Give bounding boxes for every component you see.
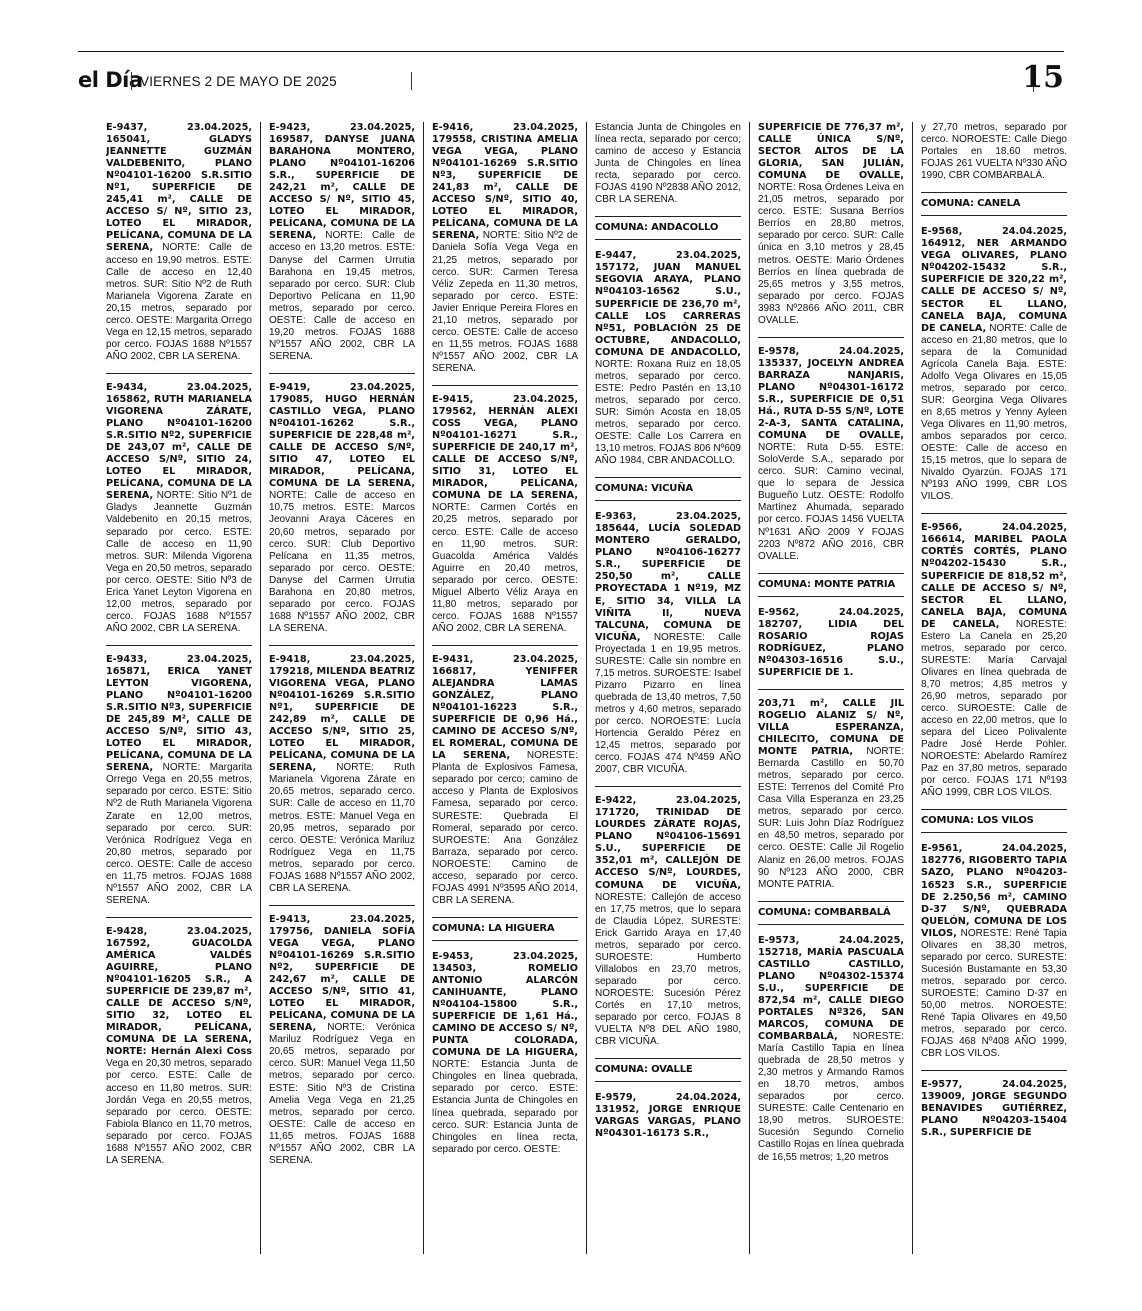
listing-heading: E-9453, 23.04.2025, 134503, ROMELIO ANTONIO ALARCÓN CANIHUANTE, PLANO Nº04104-15800 S.R., SUPERFICIE DE 1,61 Há., CAMINO DE ACCESO S/ Nº, PUNTA COLORADA, COMUNA DE LA HIGUERA, [432,950,578,1059]
column-divider [423,122,424,1254]
brand-logo: el Día [78,68,143,92]
listing-heading: E-9415, 23.04.2025, 179562, HERNÁN ALEXI COSS VEGA, PLANO Nº04101-16271 S.R., SUPERFICIE DE 240,17 m², CALLE DE ACCESO S/Nº, SITIO 31, LOTEO EL MIRADOR, PELÍCANA, COMUNA DE LA SERENA, [432,393,578,502]
listing-heading: E-9566, 24.04.2025, 166614, MARIBEL PAOLA CORTÉS CORTÉS, PLANO Nº04202-15430 S.R., SUPERFICIE DE 818,52 m², CALLE DE ACCESO S/ Nº, SECTOR EL LLANO, CANELA BAJA, COMUNA DE CANELA, [921,522,1067,630]
listing-heading: E-9579, 24.04.2024, 131952, JORGE ENRIQUE VARGAS VARGAS, PLANO Nº04301-16173 S.R., [595,1092,741,1140]
listing-heading: SUPERFICIE DE 776,37 m², CALLE ÚNICA S/Nº, SECTOR ALTOS DE LA GLORIA, SAN JULIÁN, COMUNA DE OVALLE, [758,122,904,182]
listing-entry [106,373,252,635]
column-5 [758,122,904,1262]
listing-text: NORTE: Sitio Nº1 de Gladys Jeannette Guzmán Valdebenito en 20,15 metros, separado por cerco. ESTE: Calle de acceso en 11,90 metros. SUR: Milenda Vigorena Vega en 20,50 metros, separado por cerco. OESTE: Sitio Nº3 de Erica Yanet Leyton Vigorena en 12,00 metros, separado por cerco. FOJAS 1688 Nº1557 AÑO 2002, CBR LA SERENA. [106,490,252,634]
listing-text: NORTE: Ruth Marianela Vigorena Zárate en 20,65 metros, separado cerco. SUR: Calle de acceso en 11,70 metros. ESTE: Manuel Vega en 20,95 metros, separado por cerco. OESTE: Verónica Mariluz Rodríguez Vega en 11,75 metros, separado por cerco. FOJAS 1688 Nº1557 AÑO 2002, CBR LA SERENA. [269,762,415,894]
listing-heading: E-9578, 24.04.2025, 135337, JOCELYN ANDREA BARRAZA NANJARIS, PLANO Nº04301-16172 S.R., SUPERFICIE DE 0,51 Há., RUTA D-55 S/Nº, LOTE 2-A-3, SANTA CATALINA, COMUNA DE OVALLE, [758,345,904,442]
comuna-heading: COMUNA: LOS VILOS [921,809,1067,833]
listing-entry [758,607,904,679]
listing-heading: E-9413, 23.04.2025, 179756, DANIELA SOFÍA VEGA VEGA, PLANO Nº04101-16269 S.R.SITIO Nº2, SUPERFICIE DE 242,67 m², CALLE DE ACCESO S/Nº, SITIO 41, LOTEO EL MIRADOR, PELÍCANA, COMUNA DE LA SERENA, [269,913,415,1034]
comuna-heading: COMUNA: CANELA [921,192,1067,216]
listing-heading: E-9562, 24.04.2025, 182707, LIDIA DEL ROSARIO ROJAS RODRÍGUEZ, PLANO Nº04303-16516 S.U., SUPERFICIE DE 1. [758,606,904,678]
listing-entry [921,513,1067,799]
listing-text: NORTE: Calle de acceso en 21,80 metros, que lo separa de la Comunidad Agrícola Canela Baja. ESTE: Adolfo Vega Olivares en 15,05 metros, separado por cerco. SUR: Georgina Vega Olivares en 8,65 metros y Yenny Ayleen Vega Olivares en 11,90 metros, ambos separados por cerco. OESTE: Calle de acceso en 15,15 metros, que lo separa de Nivaldo Oyarzún. FOJAS 171 Nº193 AÑO 1999, CBR LOS VILOS. [921,322,1067,503]
listing-text: NORTE: Rosa Órdenes Leiva en 21,05 metros, separado por cerco. ESTE: Susana Berríos Berríos en 28,80 metros, separado por cerco. SUR: Calle única en 3,10 metros y 28,45 metros. OESTE: Mario Órdenes Berríos en línea quebrada de 25,65 metros y 3,55 metros, separado por cerco. FOJAS 3983 Nº2866 AÑO 2011, CBR OVALLE. [758,182,904,326]
listing-entry [432,645,578,907]
listing-entry [758,935,904,1164]
listing-entry [595,122,741,206]
listing-text: NORTE: Calle de acceso en 13,20 metros. ESTE: Danyse del Carmen Urrutia Barahona en 19,45 metros, separado por cerco. SUR: Club Deportivo Pelícana en 11,90 metros, separado por cerco. OESTE: Calle de acceso en 19,20 metros. FOJAS 1688 Nº1557 AÑO 2002, CBR LA SERENA. [269,230,415,362]
listing-heading: E-9437, 23.04.2025, 165041, GLADYS JEANNETTE GUZMÁN VALDEBENITO, PLANO Nº04101-16200 S.R.SITIO Nº1, SUPERFICIE DE 245,41 m², CALLE DE ACCESO S/ Nº, SITIO 23, LOTEO EL MIRADOR, PELÍCANA, COMUNA DE LA SERENA, [106,122,252,254]
listing-entry [595,511,741,776]
listing-text: NORESTE: Estero La Canela en 25,20 metros, separado por cerco. SURESTE: María Carvajal Olivares en línea quebrada de 8,70 metros; 4,85 metros y 26,90 metros, separado por cerco. SUROESTE: Calle de acceso en 22,00 metros, que lo separa del Liceo Polivalente Padre José Herde Pohler. NOROESTE: Abelardo Ramírez Paz en 37,80 metros, separado por cerco. FOJAS 171 Nº193 AÑO 1999, CBR LOS VILOS. [921,618,1067,799]
listing-heading: E-9433, 23.04.2025, 165871, ERICA YANET LEYTON VIGORENA, PLANO Nº04101-16200 S.R.SITIO Nº3, SUPERFICIE DE 245,89 M², CALLE DE ACCESO S/Nº, SITIO 43, LOTEO EL MIRADOR, PELÍCANA, COMUNA DE LA SERENA, [106,653,252,774]
column-1 [106,122,252,1262]
column-4 [595,122,741,1262]
column-divider [586,122,587,1254]
listing-text: NORTE: Sitio Nº2 de Daniela Sofía Vega Vega en 21,25 metros, separado por cerco. SUR: Carmen Teresa Véliz Zepeda en 11,30 metros, separado por cerco. ESTE: Javier Enrique Pereira Flores en 21,10 metros, separado por cerco. OESTE: Calle de acceso en 11,55 metros. FOJAS 1688 Nº1557 AÑO 2002, CBR LA SERENA. [432,230,578,374]
listing-entry [106,917,252,1167]
masthead-divider [131,72,132,90]
listing-text: NORTE: Bernarda Castillo en 50,70 metros, separado por cerco. ESTE: Terrenos del Comité Pro Casa Villa Esperanza en 23,25 metros, separado por cerco. SUR: Luis John Díaz Rodríguez en 48,50 metros, separado por cerco. OESTE: Calle Jil Rogelio Alaniz en 26,00 metros. FOJAS 90 Nº123 AÑO 2000, CBR MONTE PATRIA. [758,746,904,890]
listing-heading: E-9447, 23.04.2025, 157172, JUAN MANUEL SEGOVIA ARAYA, PLANO Nº04103-16562 S.U., SUPERFICIE DE 236,70 m², CALLE LOS CARRERAS Nº51, POBLACIÓN 25 DE OCTUBRE, ANDACOLLO, COMUNA DE ANDACOLLO, [595,250,741,358]
listing-entry [595,786,741,1048]
column-6 [921,122,1067,1262]
listing-text: NORTE: Calle de acceso en 19,90 metros. ESTE: Calle de acceso en 12,40 metros. SUR: Sitio Nº2 de Ruth Marianela Vigorena Zarate en 20,15 metros, separado por cerco. OESTE: Margarita Orrego Vega en 12,15 metros, separado por cerco. FOJAS 1688 Nº1557 AÑO 2002, CBR LA SERENA. [106,242,252,362]
masthead [78,60,1064,100]
column-3 [432,122,578,1262]
listing-text: y 27,70 metros, separado por cerco. NOROESTE: Calle Diego Portales en 18,60 metros. FOJAS 261 VUELTA Nº330 AÑO 1990, CBR COMBARBALÁ. [921,122,1067,182]
column-2 [269,122,415,1262]
listing-text: NORTE: Margarita Orrego Vega en 20,55 metros, separado por cerco. ESTE: Sitio Nº2 de Ruth Marianela Vigorena Zarate en 12,00 metros, separado por cerco. SUR: Verónica Rodríguez Vega en 20,80 metros, separado por cerco. OESTE: Calle de acceso en 11,75 metros. FOJAS 1688 Nº1557 AÑO 2002, CBR LA SERENA. [106,762,252,906]
listing-entry [269,122,415,363]
column-divider [260,122,261,1254]
listing-entry [921,1070,1067,1139]
listing-entry [921,843,1067,1060]
masthead-divider [411,72,412,90]
comuna-heading: COMUNA: MONTE PATRIA [758,573,904,597]
listing-heading: E-9418, 23.04.2025, 179218, MILENDA BEATRIZ VIGORENA VEGA, PLANO Nº04101-16269 S.R.SITIO Nº1, SUPERFICIE DE 242,89 m², CALLE DE ACCESO S/Nº, SITIO 25, LOTEO EL MIRADOR, PELÍCANA, COMUNA DE LA SERENA, [269,653,415,774]
listing-entry [921,226,1067,503]
listing-entry [269,373,415,635]
listing-text: Vega en 20,30 metros, separado por cerco. ESTE: Calle de acceso en 11,80 metros. SUR: Jordán Vega en 20,55 metros, separado por cerco. OESTE: Fabiola Blanco en 11,70 metros, separado por cerco. FOJAS 1688 Nº1557 AÑO 2002, CBR LA SERENA. [106,1058,252,1166]
listing-text: NORTE: Estancia Junta de Chingoles en línea quebrada, separado por cerco. ESTE: Estancia Junta de Chingoles en línea quebrada, separado por cerco. SUR: Estancia Junta de Chingoles en línea recta, separado por cerco. OESTE: [432,1059,578,1155]
listing-text: NORTE: Roxana Ruiz en 18,05 metros, separado por cerco. ESTE: Pedro Pastén en 13,10 metros, separado por cerco. SUR: Simón Acosta en 18,05 metros, separado por cerco. OESTE: Calle Los Carrera en 13,10 metros. FOJAS 806 Nº609 AÑO 1984, CBR ANDACOLLO. [595,358,741,467]
column-divider [912,122,913,1254]
listing-heading: E-9422, 23.04.2025, 171720, TRINIDAD DE LOURDES ZÁRATE ROJAS, PLANO Nº04106-15691 S.U., SUPERFICIE DE 352,01 m², CALLEJÓN DE ACCESO S/Nº, LOURDES, COMUNA DE VICUÑA, [595,795,741,891]
listing-heading: E-9577, 24.04.2025, 139009, JORGE SEGUNDO BENAVIDES GUTIÉRREZ, PLANO Nº04203-15404 S.R., SUPERFICIE DE [921,1079,1067,1139]
comuna-heading: COMUNA: OVALLE [595,1058,741,1082]
listing-entry [106,122,252,363]
listing-heading: E-9573, 24.04.2025, 152718, MARÍA PASCUALA CASTILLO CASTILLO, PLANO Nº04302-15374 S.U., SUPERFICIE DE 872,54 m², CALLE DIEGO PORTALES Nº326, SAN MARCOS, COMUNA DE COMBARBALÁ, [758,934,904,1043]
comuna-heading: COMUNA: VICUÑA [595,477,741,501]
comuna-heading: COMUNA: LA HIGUERA [432,917,578,941]
listing-heading: E-9428, 23.04.2025, 167592, GUACOLDA AMÉRICA VALDÉS AGUIRRE, PLANO Nº04101-16205 S.R., A SUPERFICIE DE 239,87 m², CALLE DE ACCESO S/Nº, SITIO 32, LOTEO EL MIRADOR, PELÍCANA, COMUNA DE LA SERENA, NORTE: Hernán Alexi Coss [106,925,252,1058]
comuna-heading: COMUNA: ANDACOLLO [595,216,741,240]
listing-text: NORESTE: Calle Proyectada 1 en 19,95 metros. SURESTE: Calle sin nombre en 7,15 metros. SUROESTE: Isabel Pizarro Pizarro en línea quebrada de 13,40 metros, 7,50 metros y 4,60 metros, separado por cerco. NOROESTE: Lucía Hortencia Geraldo Pérez en 12,45 metros, separado por cerco. FOJAS 474 Nº459 AÑO 2007, CBR VICUÑA. [595,631,741,776]
listing-text: NORTE: Ruta D-55. ESTE: SoloVerde S.A., separado por cerco. SUR: Camino vecinal, que lo separa de Jessica Bugueño Lutz. OESTE: Rodolfo Martínez Ahumada, separado por cerco. FOJAS 1456 VUELTA Nº1631 AÑO 2009 Y FOJAS 2203 Nº872 AÑO 2016, CBR OVALLE. [758,442,904,562]
listing-heading: E-9423, 23.04.2025, 169587, DANYSE JUANA BARAHONA MONTERO, PLANO Nº04101-16206 S.R., SUPERFICIE DE 242,21 m², CALLE DE ACCESO S/ Nº, SITIO 45, LOTEO EL MIRADOR, PELÍCANA, COMUNA DE LA SERENA, [269,122,415,242]
listing-heading: E-9416, 23.04.2025, 179558, CRISTINA AMELIA VEGA VEGA, PLANO Nº04101-16269 S.R.SITIO Nº3, SUPERFICIE DE 241,83 m², CALLE DE ACCESO S/Nº, SITIO 40, LOTEO EL MIRADOR, PELÍCANA, COMUNA DE LA SERENA, [432,122,578,242]
column-divider [749,122,750,1254]
listing-text: NORESTE: Callejón de acceso en 17,75 metros, que lo separa de Claudia López. SURESTE: Erick Garrido Araya en 17,40 metros, separado por cerco. SUROESTE: Humberto Villalobos en 23,70 metros, separado por cerco. NOROESTE: Sucesión Pérez Cortés en 17,10 metros, separado por cerco. FOJAS 8 VUELTA Nº8 DEL AÑO 1980, CBR VICUÑA. [595,891,741,1048]
listing-text: NORESTE: Planta de Explosivos Famesa, separado por cerco; camino de acceso y Planta de Explosivos Famesa, separado por cerco. SURESTE: Quebrada El Romeral, separado por cerco. SUROESTE: Ana González Barraza, separado por cerco. NOROESTE: Camino de acceso, separado por cerco. FOJAS 4991 Nº3595 AÑO 2014, CBR LA SERENA. [432,750,578,906]
listing-entry [758,689,904,891]
issue-date: VIERNES 2 DE MAYO DE 2025 [140,74,337,89]
listing-heading: E-9434, 23.04.2025, 165862, RUTH MARIANELA VIGORENA ZÁRATE, PLANO Nº04101-16200 S.R.SITIO Nº2, SUPERFICIE DE 243,07 m², CALLE DE ACCESO S/Nº, SITIO 24, LOTEO EL MIRADOR, PELÍCANA, COMUNA DE LA SERENA, [106,381,252,502]
comuna-heading: COMUNA: COMBARBALÁ [758,901,904,925]
listing-text: NORTE: Calle de acceso en 10,75 metros. ESTE: Marcos Jeovanni Araya Cáceres en 20,60 metros, separado por cerco. SUR: Club Deportivo Pelícana en 11,35 metros, separado por cerco. OESTE: Danyse del Carmen Urrutia Barahona en 20,80 metros, separado por cerco. FOJAS 1688 Nº1557 AÑO 2002, CBR LA SERENA. [269,490,415,634]
listing-entry [595,1092,741,1140]
listing-entry [758,122,904,327]
listing-entry [921,122,1067,182]
listing-entry [432,385,578,635]
listing-heading: E-9561, 24.04.2025, 182776, RIGOBERTO TAPIA SAZO, PLANO Nº04203-16523 S.R., SUPERFICIE DE 2.250,56 m², CAMINO D-37 S/Nº, QUEBRADA QUELÓN, COMUNA DE LOS VILOS, [921,843,1067,939]
listing-text: NORTE: Carmen Cortés en 20,25 metros, separado por cerco. ESTE: Calle de acceso en 11,90 metros. SUR: Guacolda América Valdés Aguirre en 20,40 metros, separado por cerco. OESTE: Miguel Alberto Véliz Araya en 11,80 metros, separado por cerco. FOJAS 1688 Nº1557 AÑO 2002, CBR LA SERENA. [432,502,578,634]
listing-entry [106,645,252,907]
page-number: 15 [1022,60,1064,95]
listing-heading: E-9363, 23.04.2025, 185644, LUCÍA SOLEDAD MONTERO GERALDO, PLANO Nº04106-16277 S.R., SUPERFICIE DE 250,50 m², CALLE PROYECTADA 1 Nº19, MZ E, SITIO 34, VILLA LA VIÑITA II, NUEVA TALCUNA, COMUNA DE VICUÑA, [595,511,741,643]
listing-heading: E-9568, 24.04.2025, 164912, NER ARMANDO VEGA OLIVARES, PLANO Nº04202-15432 S.R., SUPERFICIE DE 320,22 m², CALLE DE ACCESO S/ Nº, SECTOR EL LLANO, CANELA BAJA, COMUNA DE CANELA, [921,226,1067,334]
top-rule [78,51,1064,52]
listing-text: NORTE: Verónica Mariluz Rodríguez Vega en 20,65 metros, separado por cerco. SUR: Manuel Vega 11,50 metros, separado por cerco. ESTE: Sitio Nº3 de Cristina Amelia Vega Vega en 21,25 metros, separado por cerco. OESTE: Calle de acceso en 11,65 metros. FOJAS 1688 Nº1557 AÑO 2002, CBR LA SERENA. [269,1022,415,1166]
listing-entry [758,337,904,563]
listing-entry [269,645,415,895]
listing-entry [269,905,415,1167]
listing-heading: E-9419, 23.04.2025, 179085, HUGO HERNÁN CASTILLO VEGA, PLANO Nº04101-16262 S.R., SUPERFICIE DE 228,48 m², CALLE DE ACCESO S/Nº, SITIO 47, LOTEO EL MIRADOR, PELÍCANA, COMUNA DE LA SERENA, [269,381,415,490]
listing-heading: 203,71 m², CALLE JIL ROGELIO ALANIZ S/ Nº, VILLA ESPERANZA, CHILECITO, COMUNA DE MONTE PATRIA, [758,697,904,758]
listing-text: Estancia Junta de Chingoles en línea recta, separado por cerco; camino de acceso y Estancia Junta de Chingoles en línea recta, separado por cerco. FOJAS 4190 Nº2838 AÑO 2012, CBR LA SERENA. [595,122,741,206]
listing-text: NORESTE: René Tapia Olivares en 38,30 metros, separado por cerco. SURESTE: Sucesión Bustamante en 53,30 metros, separado por cerco. SUROESTE: Camino D-37 en 50,00 metros. NOROESTE: René Tapia Olivares en 49,50 metros, separado por cerco. FOJAS 468 Nº408 AÑO 1999, CBR LOS VILOS. [921,927,1067,1060]
listing-entry [595,250,741,467]
listing-text: NORESTE: María Castillo Tapia en línea quebrada de 28,50 metros y 2,30 metros y Armando Ramos en 18,70 metros, ambos separados por cerco. SURESTE: Calle Centenario en 18,90 metros. SUROESTE: Sucesión Segundo Cornelio Castillo Rojas en línea quebrada de 16,55 metros; 1,20 metros [758,1031,904,1163]
listing-entry [432,122,578,375]
listing-entry [432,951,578,1156]
listing-heading: E-9431, 23.04.2025, 166817, YENIFFER ALEJANDRA LAMAS GONZÁLEZ, PLANO Nº04101-16223 S.R., SUPERFICIE DE 0,96 Há., CAMINO DE ACCESO S/Nº, EL ROMERAL, COMUNA DE LA SERENA, [432,653,578,762]
